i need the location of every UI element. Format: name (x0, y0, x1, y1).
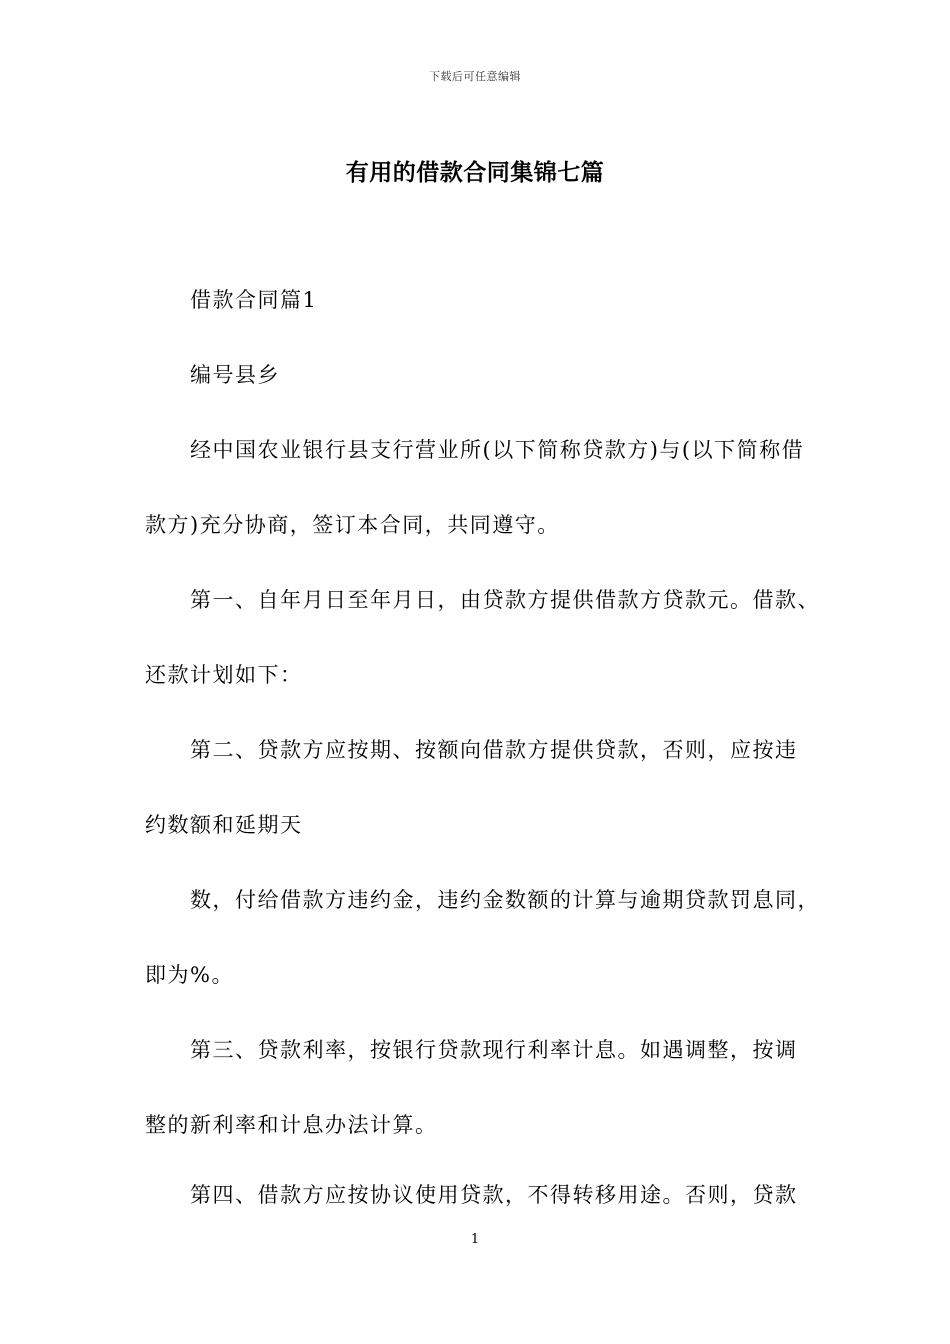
paragraph-line: 款方)充分协商，签订本合同，共同遵守。 (145, 513, 560, 537)
paragraph-line: 第四、借款方应按协议使用贷款，不得转移用途。否则，贷款 (190, 1183, 798, 1207)
paragraph-line: 即为%。 (145, 963, 234, 987)
paragraph-line: 第二、贷款方应按期、按额向借款方提供贷款，否则，应按违 (190, 738, 798, 762)
paragraph-line: 第三、贷款利率，按银行贷款现行利率计息。如遇调整，按调 (190, 1038, 798, 1062)
paragraph-line: 约数额和延期天 (145, 813, 303, 837)
document-title: 有用的借款合同集锦七篇 (345, 159, 605, 186)
paragraph-line: 还款计划如下： (145, 663, 303, 687)
paragraph-line: 整的新利率和计息办法计算。 (145, 1113, 438, 1137)
paragraph-line: 第一、自年月日至年月日，由贷款方提供借款方贷款元。借款、 (190, 588, 820, 612)
paragraph-line: 数，付给借款方违约金，违约金数额的计算与逾期贷款罚息同， (190, 888, 820, 912)
paragraph-line: 编号县乡 (190, 363, 280, 387)
section-heading: 借款合同篇1 (190, 288, 318, 312)
header-note: 下载后可任意编辑 (429, 70, 521, 83)
paragraph-line: 经中国农业银行县支行营业所(以下简称贷款方)与(以下简称借 (190, 438, 805, 462)
page-number: 1 (470, 1232, 480, 1247)
